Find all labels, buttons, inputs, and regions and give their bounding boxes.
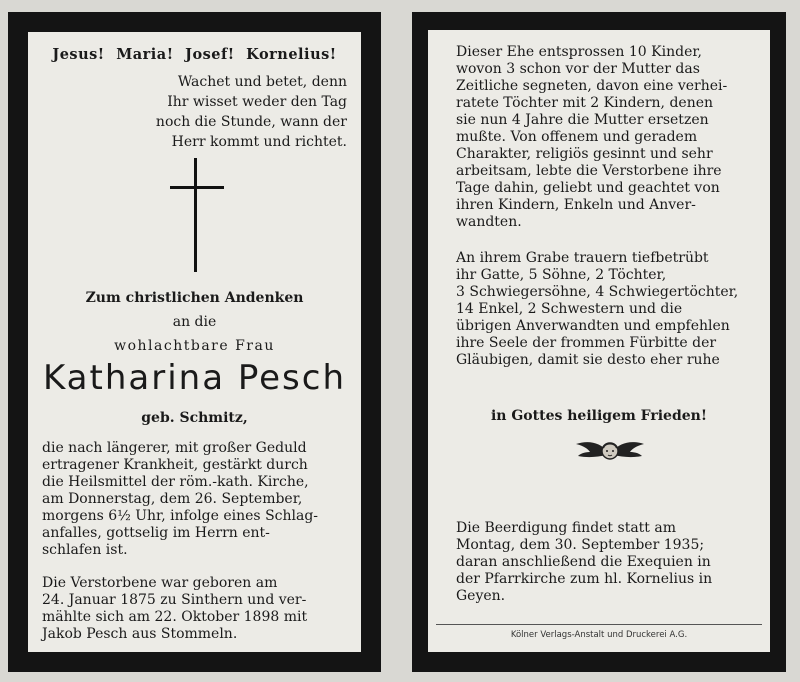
card-paper-right bbox=[428, 30, 770, 652]
text-line: ihr Gatte, 5 Söhne, 2 Töchter, bbox=[456, 267, 667, 283]
invocation-heading: Jesus! Maria! Josef! Kornelius! bbox=[52, 46, 337, 63]
divider bbox=[436, 624, 762, 625]
text-line: Tage dahin, geliebt und geachtet von bbox=[456, 180, 720, 196]
text-line: ertragener Krankheit, gestärkt durch bbox=[42, 457, 308, 473]
text-line: An ihrem Grabe trauern tiefbetrübt bbox=[456, 250, 709, 266]
dedication-line: an die bbox=[172, 314, 217, 330]
text-line: ihren Kindern, Enkeln und Anver- bbox=[456, 197, 696, 213]
text-line: 3 Schwiegersöhne, 4 Schwiegertöchter, bbox=[456, 284, 739, 300]
cross-icon bbox=[194, 158, 197, 272]
text-line: Jakob Pesch aus Stommeln. bbox=[42, 626, 238, 642]
text-line: Zeitliche segneten, davon eine verhei- bbox=[456, 78, 728, 94]
text-line: ratete Töchter mit 2 Kindern, denen bbox=[456, 95, 714, 111]
text-line: 14 Enkel, 2 Schwestern und die bbox=[456, 301, 683, 317]
memorial-card-right bbox=[412, 12, 786, 672]
printer-credit: Kölner Verlags-Anstalt und Druckerei A.G. bbox=[510, 630, 688, 640]
family-paragraph bbox=[456, 44, 756, 231]
text-line: am Donnerstag, dem 26. September, bbox=[42, 491, 303, 507]
text-line: Charakter, religiös gesinnt und sehr bbox=[456, 146, 713, 162]
text-line: die nach längerer, mit großer Geduld bbox=[42, 440, 307, 456]
text-line: mählte sich am 22. Oktober 1898 mit bbox=[42, 609, 308, 625]
text-line: arbeitsam, lebte die Verstorbene ihre bbox=[456, 163, 722, 179]
text-line: ihre Seele der frommen Fürbitte der bbox=[456, 335, 717, 351]
text-line: morgens 6½ Uhr, infolge eines Schlag- bbox=[42, 508, 319, 524]
verse-line: Herr kommt und richtet. bbox=[171, 134, 347, 150]
text-line: anfalles, gottselig im Herrn ent- bbox=[42, 525, 270, 541]
text-line: Die Beerdigung findet statt am bbox=[456, 520, 676, 536]
winged-cherub-icon bbox=[574, 436, 646, 468]
text-line: wandten. bbox=[456, 214, 522, 230]
text-line: Die Verstorbene war geboren am bbox=[42, 575, 278, 591]
death-paragraph bbox=[42, 440, 354, 559]
text-line: sie nun 4 Jahre die Mutter ersetzen bbox=[456, 112, 709, 128]
text-line: Geyen. bbox=[456, 588, 506, 604]
memorial-card-left bbox=[8, 12, 381, 672]
verse-line: Wachet und betet, denn bbox=[177, 74, 347, 90]
mourners-paragraph bbox=[456, 250, 756, 369]
text-line: Montag, dem 30. September 1935; bbox=[456, 537, 705, 553]
text-line: 24. Januar 1875 zu Sinthern und ver- bbox=[42, 592, 307, 608]
closing-blessing: in Gottes heiligem Frieden! bbox=[490, 408, 707, 424]
maiden-name: geb. Schmitz, bbox=[141, 410, 248, 426]
text-line: mußte. Von offenem und geradem bbox=[456, 129, 698, 145]
bible-verse bbox=[148, 72, 347, 152]
text-line: die Heilsmittel der röm.-kath. Kirche, bbox=[42, 474, 309, 490]
text-line: übrigen Anverwandten und empfehlen bbox=[456, 318, 730, 334]
cross-icon-bar bbox=[170, 186, 224, 189]
text-line: Dieser Ehe entsprossen 10 Kinder, bbox=[456, 44, 702, 60]
verse-line: noch die Stunde, wann der bbox=[155, 114, 347, 130]
text-line: der Pfarrkirche zum hl. Kornelius in bbox=[456, 571, 713, 587]
honorific: wohlachtbare Frau bbox=[114, 338, 275, 354]
birth-paragraph bbox=[42, 575, 354, 643]
deceased-name: Katharina Pesch bbox=[42, 358, 347, 398]
text-line: schlafen ist. bbox=[42, 542, 128, 558]
verse-line: Ihr wisset weder den Tag bbox=[167, 94, 347, 110]
text-line: daran anschließend die Exequien in bbox=[456, 554, 711, 570]
memorial-heading: Zum christlichen Andenken bbox=[85, 290, 304, 306]
card-paper-left bbox=[28, 32, 361, 652]
text-line: Gläubigen, damit sie desto eher ruhe bbox=[456, 352, 720, 368]
funeral-paragraph bbox=[456, 520, 756, 605]
text-line: wovon 3 schon vor der Mutter das bbox=[456, 61, 700, 77]
